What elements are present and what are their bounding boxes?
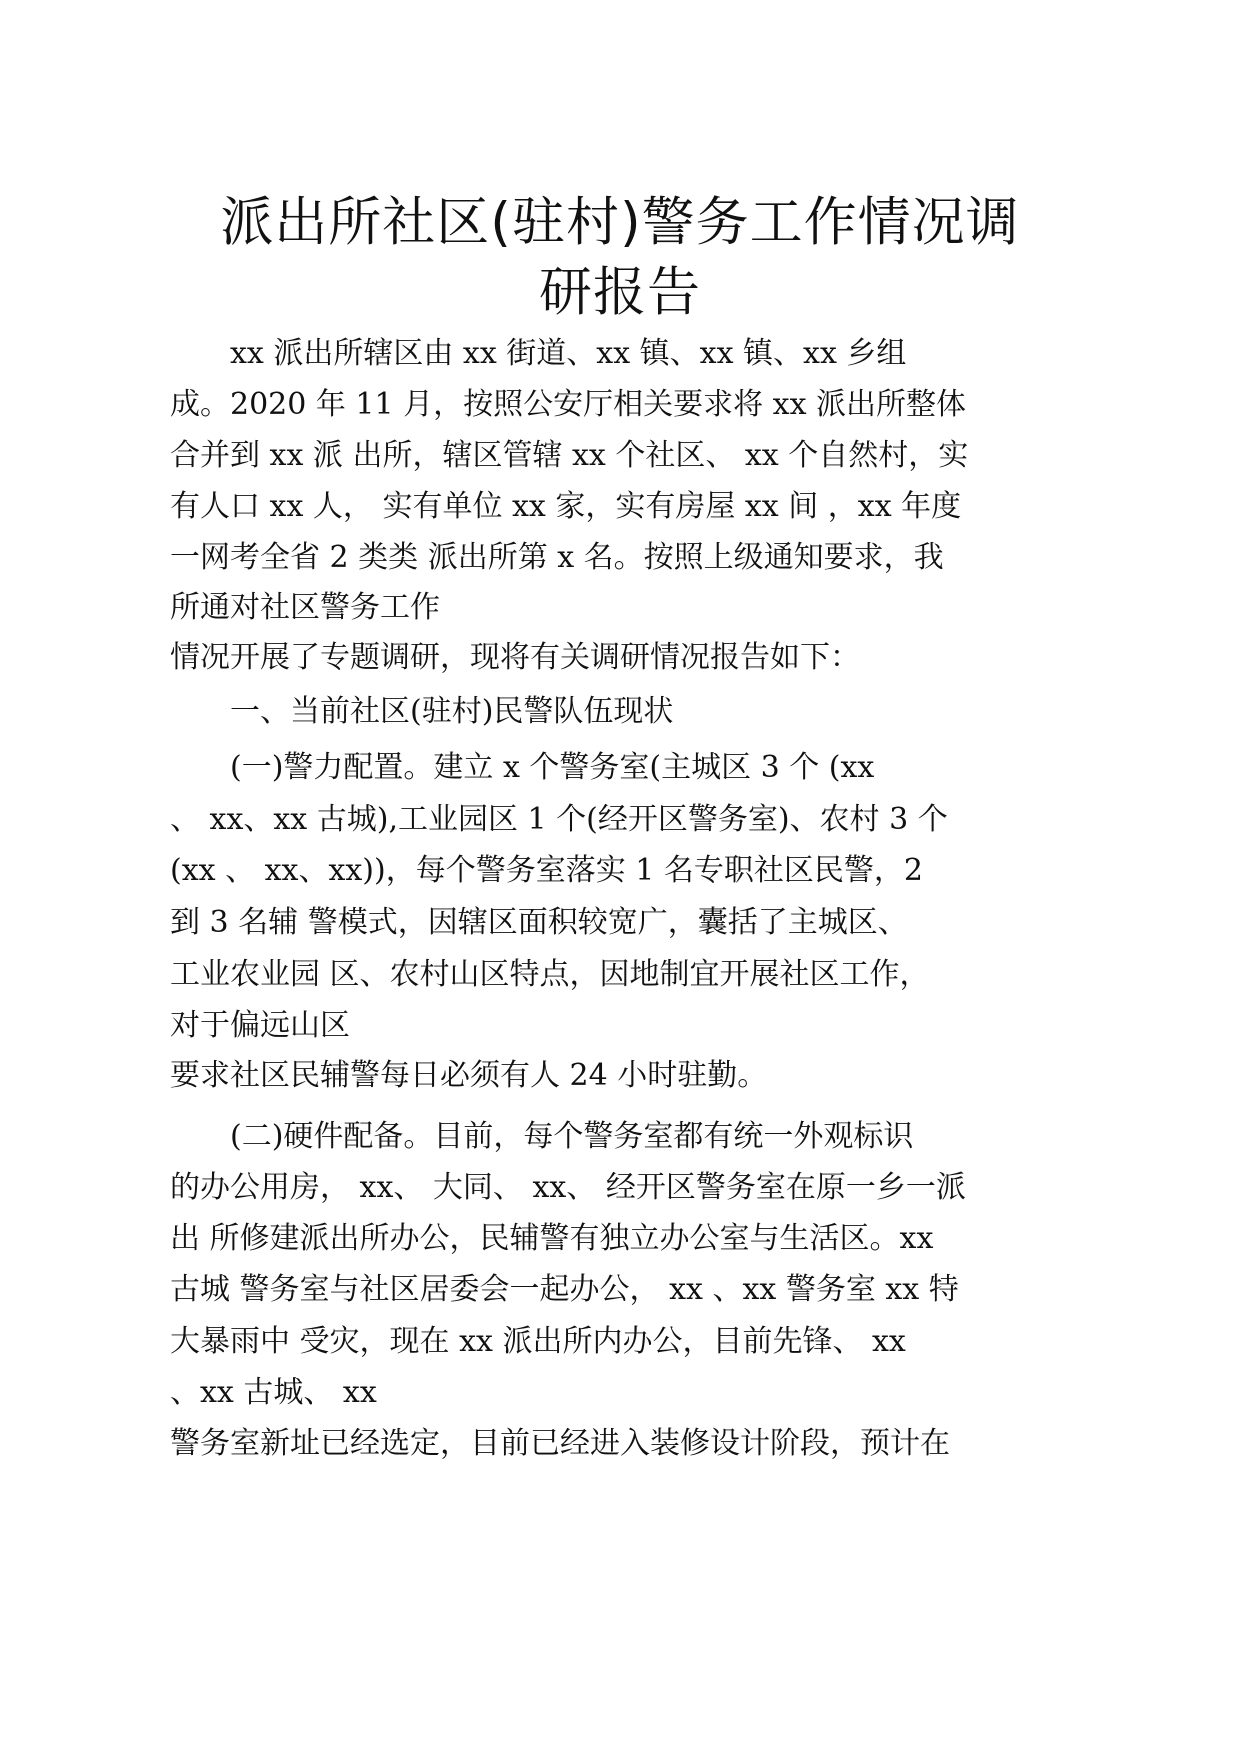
- line-text: 警务室新址已经选定，目前已经进入装修设计阶段，预计在: [170, 1426, 950, 1461]
- line-text: 一、当前社区(驻村)民警队伍现状: [230, 694, 674, 729]
- line-text: (二)硬件配备。目前，每个警务室都有统一外观标识: [230, 1119, 914, 1154]
- line-text: 要求社区民辅警每日必须有人 24 小时驻勤。: [170, 1058, 768, 1093]
- line-text: 到 3 名辅 警模式，因辖区面积较宽广，囊括了主城区、: [170, 905, 908, 940]
- line-text: 对于偏远山区: [170, 1008, 350, 1043]
- line-text: 的办公用房， xx、 大同、 xx、 经开区警务室在原一乡一派: [170, 1170, 966, 1205]
- line-text: (一)警力配置。建立 x 个警务室(主城区 3 个 (xx: [230, 750, 875, 785]
- title-line-1: 派出所社区(驻村)警务工作情况调: [220, 192, 1020, 253]
- line-text: 合并到 xx 派 出所，辖区管辖 xx 个社区、 xx 个自然村，实: [170, 438, 969, 473]
- document-title: [180, 188, 1060, 328]
- line-text: 工业农业园 区、农村山区特点，因地制宜开展社区工作，: [170, 957, 930, 992]
- line-text: 有人口 xx 人， 实有单位 xx 家，实有房屋 xx 间 ，xx 年度: [170, 489, 962, 524]
- line-text: xx 派出所辖区由 xx 街道、xx 镇、xx 镇、xx 乡组: [230, 336, 907, 371]
- line-text: 、 xx、xx 古城),工业园区 1 个(经开区警务室)、农村 3 个: [170, 802, 948, 837]
- line-text: 所通对社区警务工作: [170, 590, 440, 625]
- line-text: 成。2020 年 11 月，按照公安厅相关要求将 xx 派出所整体: [170, 387, 967, 422]
- line-text: 情况开展了专题调研，现将有关调研情况报告如下：: [170, 640, 860, 675]
- line-text: 大暴雨中 受灾，现在 xx 派出所内办公，目前先锋、 xx: [170, 1324, 906, 1359]
- line-text: 、xx 古城、 xx: [170, 1375, 377, 1410]
- line-text: 一网考全省 2 类类 派出所第 x 名。按照上级通知要求，我: [170, 540, 944, 575]
- line-text: 古城 警务室与社区居委会一起办公， xx 、xx 警务室 xx 特: [170, 1272, 959, 1307]
- title-line-2: 研报告: [539, 262, 701, 323]
- line-text: (xx 、 xx、xx))，每个警务室落实 1 名专职社区民警，2: [170, 853, 923, 888]
- line-text: 出 所修建派出所办公，民辅警有独立办公室与生活区。xx: [170, 1221, 934, 1256]
